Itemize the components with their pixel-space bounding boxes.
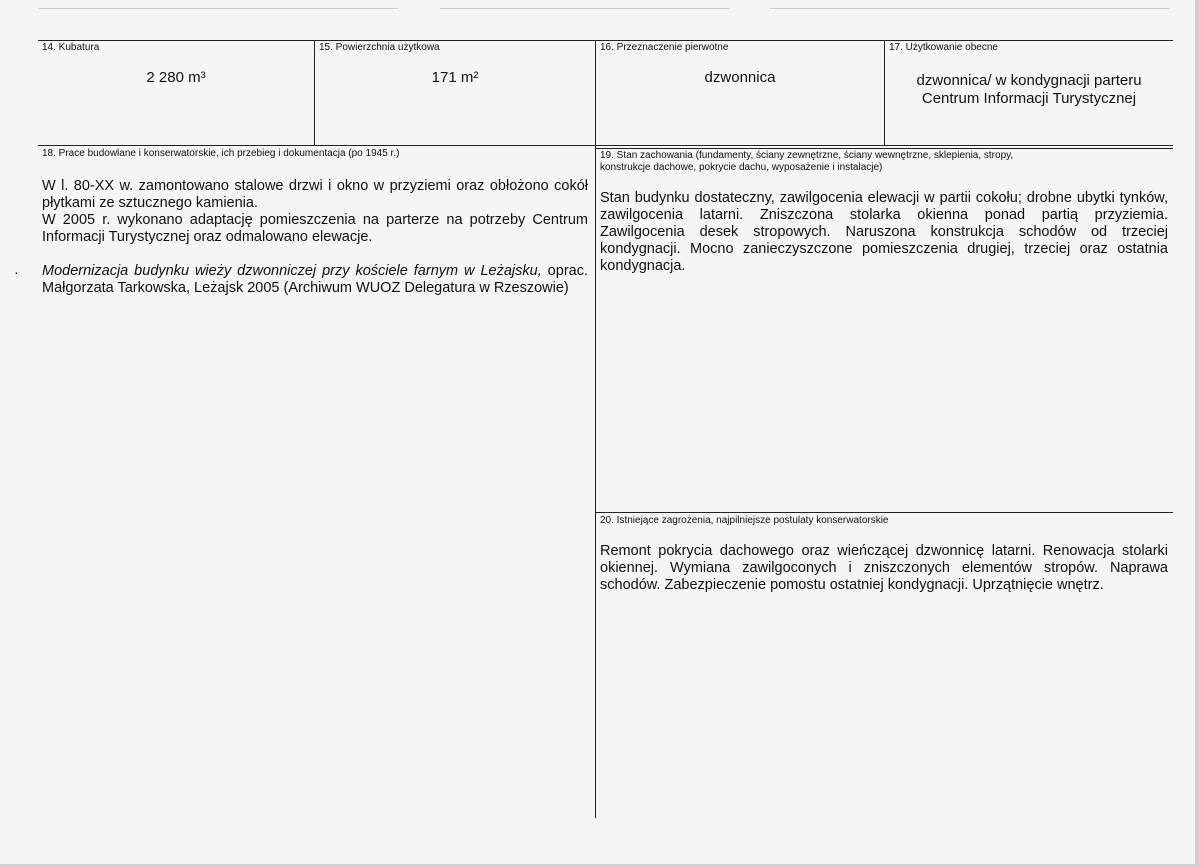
row1-bottom-border-right [596, 148, 1173, 149]
przeznaczenie-label: 16. Przeznaczenie pierwotne [600, 42, 729, 53]
prace-ref-title: Modernizacja budynku wieży dzwonniczej przy kościele farnym w Leżajsku, [42, 263, 542, 279]
section20-top-border [596, 512, 1173, 513]
col-divider-main [595, 40, 596, 818]
scan-edge-right [1195, 0, 1199, 867]
scan-line [440, 8, 730, 9]
prace-para1: W l. 80-XX w. zamontowano stalowe drzwi i okno w przyziemi oraz obłożono cokół płytkami ze sztucznego kamienia. [42, 178, 588, 211]
prace-label: 18. Prace budowlane i konserwatorskie, ich przebieg i dokumentacja (po 1945 r.) [42, 148, 400, 159]
margin-mark: · [14, 264, 19, 280]
stan-label-line2: konstrukcje dachowe, pokrycie dachu, wyposażenie i instalacje) [600, 162, 883, 173]
row1-bottom-border [38, 145, 1173, 146]
uzytkowanie-value-line2: Centrum Informacji Turystycznej [921, 90, 1137, 107]
uzytkowanie-label: 17. Użytkowanie obecne [889, 42, 998, 53]
scan-line [38, 8, 398, 9]
col-divider-1 [314, 40, 315, 145]
prace-ref-rest: oprac. Małgorzata Tarkowska, Leżajsk 2005 (Archiwum WUOZ Delegatura w Rzeszowie) [42, 263, 588, 296]
uzytkowanie-value-line1: dzwonnica/ w kondygnacji parteru [916, 72, 1142, 89]
kubatura-label: 14. Kubatura [42, 42, 100, 53]
stan-text: Stan budynku dostateczny, zawilgocenia elewacji w partii cokołu; drobne ubytki tynków, zawilgocenia latarni. Zniszczona stolarka okienna ponad partią przyziemia. Zawilgocenia desek stropowych. Naruszona konstrukcja schodów od trzeciej kondygnacji. Mocno zanieczyszczone pomieszczenia drugiej, trzeciej oraz ostatnia kondygnacja. [600, 190, 1168, 274]
stan-label-line1: 19. Stan zachowania (fundamenty, ściany zewnętrzne, ściany wewnętrzne, sklepienia, stropy, [600, 150, 1014, 161]
powierzchnia-value: 171 m² [431, 69, 479, 86]
stan-label [600, 150, 1168, 174]
przeznaczenie-value: dzwonnica [704, 69, 776, 86]
prace-text [42, 178, 588, 297]
kubatura-value: 2 280 m³ [146, 69, 206, 86]
zagrozenia-label: 20. Istniejące zagrożenia, najpilniejsze postulaty konserwatorskie [600, 515, 889, 526]
zagrozenia-text: Remont pokrycia dachowego oraz wieńczącej dzwonnicę latarni. Renowacja stolarki okiennej. Wymiana zawilgoconych i zniszczonych elementów stropów. Naprawa schodów. Zabezpieczenie pomostu ostatniej kondygnacji. Uprzątnięcie wnętrz. [600, 543, 1168, 593]
scan-line [770, 8, 1170, 9]
powierzchnia-label: 15. Powierzchnia użytkowa [319, 42, 440, 53]
prace-para2: W 2005 r. wykonano adaptację pomieszczenia na parterze na potrzeby Centrum Informacji Turystycznej oraz odmalowano elewacje. [42, 212, 588, 245]
table-top-border [38, 40, 1173, 41]
prace-reference [42, 263, 588, 297]
